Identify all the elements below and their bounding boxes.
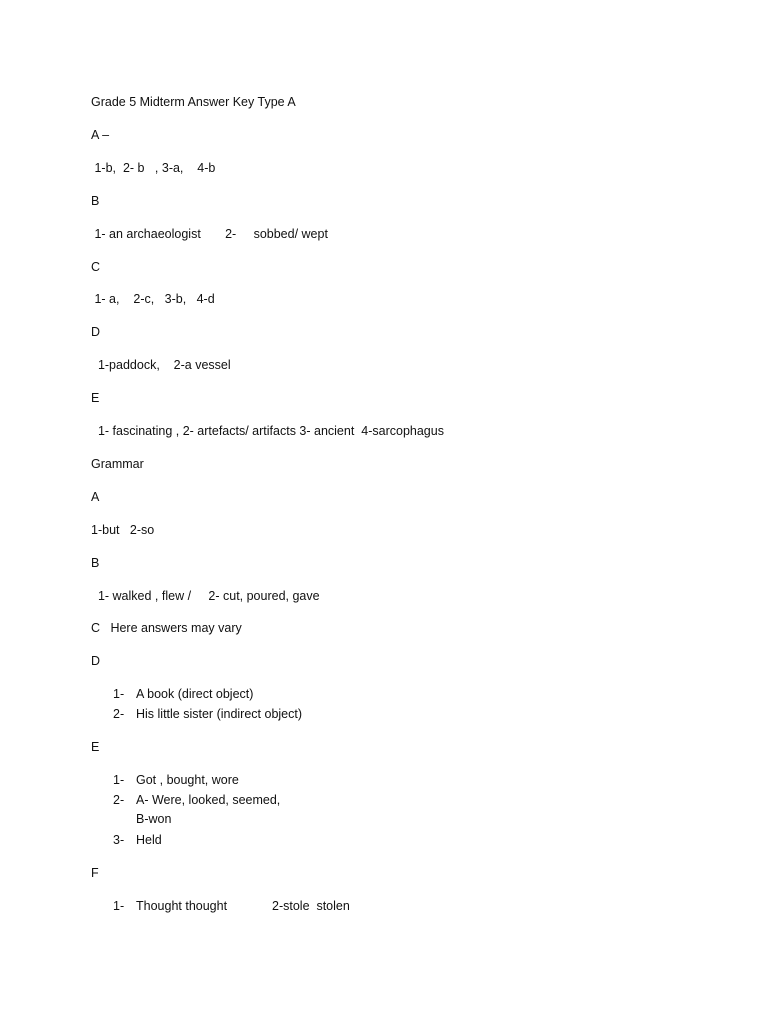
- section-c-heading: C: [91, 260, 101, 274]
- section-a-heading: A –: [91, 128, 110, 142]
- section-d-heading: D: [91, 325, 101, 339]
- section-b-answers: 1- an archaeologist 2- sobbed/ wept: [91, 227, 328, 241]
- grammar-d-item-1-text: A book (direct object): [136, 687, 254, 701]
- grammar-e-item-2b-text: B-won: [136, 812, 172, 826]
- grammar-f-heading: F: [91, 866, 99, 880]
- section-c-answers: 1- a, 2-c, 3-b, 4-d: [91, 292, 215, 306]
- grammar-c-heading: C Here answers may vary: [91, 621, 242, 635]
- grammar-heading: Grammar: [91, 457, 144, 471]
- grammar-f-item-1-number: 1-: [113, 899, 125, 913]
- section-b-heading: B: [91, 194, 100, 208]
- section-a-answers: 1-b, 2- b , 3-a, 4-b: [91, 161, 216, 175]
- section-d-answers: 1-paddock, 2-a vessel: [91, 358, 231, 372]
- grammar-e-item-2-text: A- Were, looked, seemed,: [136, 793, 281, 807]
- grammar-d-heading: D: [91, 654, 101, 668]
- grammar-d-item-1-number: 1-: [113, 687, 125, 701]
- grammar-f-item-1-text: Thought thought: [136, 899, 228, 913]
- grammar-d-item-2-text: His little sister (indirect object): [136, 707, 303, 721]
- grammar-e-item-3-number: 3-: [113, 833, 125, 847]
- grammar-d-item-2-number: 2-: [113, 707, 125, 721]
- grammar-f-item-2-text: 2-stole stolen: [272, 899, 350, 913]
- section-e-answers: 1- fascinating , 2- artefacts/ artifacts 3- ancient 4-sarcophagus: [91, 424, 444, 438]
- grammar-b-answers: 1- walked , flew / 2- cut, poured, gave: [91, 589, 320, 603]
- section-e-heading: E: [91, 391, 100, 405]
- page-title: Grade 5 Midterm Answer Key Type A: [91, 95, 296, 109]
- grammar-e-item-1-text: Got , bought, wore: [136, 773, 239, 787]
- grammar-e-item-1-number: 1-: [113, 773, 125, 787]
- grammar-a-answers: 1-but 2-so: [91, 523, 155, 537]
- grammar-b-heading: B: [91, 556, 100, 570]
- grammar-e-item-2-number: 2-: [113, 793, 125, 807]
- grammar-a-heading: A: [91, 490, 100, 504]
- grammar-e-heading: E: [91, 740, 100, 754]
- grammar-e-item-3-text: Held: [136, 833, 162, 847]
